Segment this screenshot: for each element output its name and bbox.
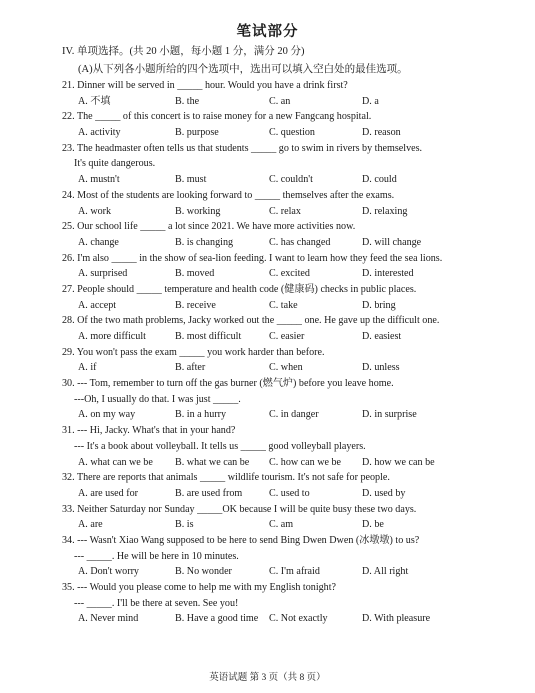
option-d: D. how we can be [362, 456, 435, 468]
option-b: B. Have a good time [175, 613, 259, 625]
option-c: C. when [269, 362, 303, 374]
option-c: C. couldn't [269, 174, 313, 186]
option-c: C. am [269, 519, 294, 531]
option-a: A. surprised [78, 268, 128, 280]
question-stem-continued: ---Oh, I usually do that. I was just _____. [74, 393, 241, 405]
option-row [62, 204, 482, 220]
question-stem-continued: --- _____. I'll be there at seven. See you! [74, 597, 239, 609]
option-a: A. are [78, 519, 103, 531]
option-a: A. what can we be [78, 456, 153, 468]
option-b: B. after [175, 362, 206, 374]
question-stem: 33. Neither Saturday nor Sunday _____OK because I will be quite busy these two days. [62, 503, 417, 515]
page-title: 笔试部分 [236, 24, 299, 40]
option-c: C. I'm afraid [269, 566, 320, 578]
option-b: B. No wonder [175, 566, 232, 578]
option-d: D. bring [362, 299, 396, 311]
option-d: D. used by [362, 487, 406, 499]
question-item [62, 109, 482, 140]
question-stem-continued: --- _____. He will be here in 10 minutes. [74, 550, 239, 562]
option-b: B. receive [175, 299, 216, 311]
question-item [62, 502, 482, 533]
option-row [62, 564, 482, 580]
question-item [62, 376, 482, 423]
option-a: A. work [78, 205, 112, 217]
option-row [62, 94, 482, 110]
question-stem: 30. --- Tom, remember to turn off the gas burner (燃气炉) before you leave home. [62, 378, 394, 390]
option-row [62, 125, 482, 141]
option-b: B. must [175, 174, 207, 186]
option-b: B. are used from [175, 487, 243, 499]
option-row [62, 407, 482, 423]
option-c: C. used to [269, 487, 310, 499]
option-c: C. easier [269, 331, 305, 342]
option-row [62, 611, 482, 627]
option-a: A. more difficult [78, 331, 146, 342]
question-item [62, 78, 482, 109]
option-c: C. question [269, 127, 315, 139]
option-a: A. on my way [78, 409, 136, 421]
option-a: A. mustn't [78, 174, 120, 186]
option-a: A. if [78, 362, 97, 374]
question-item [62, 345, 482, 376]
option-c: C. Not exactly [269, 613, 328, 625]
question-item [62, 580, 482, 627]
option-c: C. how can we be [269, 456, 342, 468]
question-stem: 34. --- Wasn't Xiao Wang supposed to be here to send Bing Dwen Dwen (冰墩墩) to us? [62, 534, 420, 546]
option-d: D. in surprise [362, 409, 417, 421]
option-row [62, 172, 482, 188]
option-row [62, 517, 482, 533]
option-c: C. take [269, 299, 298, 311]
question-item [62, 470, 482, 501]
option-d: D. could [362, 174, 397, 186]
question-item [62, 533, 482, 580]
question-item [62, 313, 482, 344]
section-instruction: (A)从下列各小题所给的四个选项中，选出可以填入空白处的最佳选项。 [78, 64, 408, 75]
option-c: C. an [269, 95, 291, 107]
option-b: B. purpose [175, 127, 219, 139]
option-c: C. relax [269, 205, 301, 217]
question-stem: 35. --- Would you please come to help me with my English tonight? [62, 582, 337, 593]
question-stem: 31. --- Hi, Jacky. What's that in your hand? [62, 425, 236, 437]
option-b: B. moved [175, 268, 215, 280]
question-list [62, 78, 482, 627]
option-b: B. the [175, 95, 200, 107]
option-a: A. are used for [78, 487, 138, 499]
question-stem: 25. Our school life _____ a lot since 2021. We have more activities now. [62, 221, 356, 233]
option-b: B. in a hurry [175, 409, 227, 421]
option-a: A. accept [78, 299, 117, 311]
question-stem: 28. Of the two math problems, Jacky worked out the _____ one. He gave up the difficult one. [62, 315, 440, 327]
option-d: D. a [362, 95, 379, 107]
option-row [62, 329, 482, 345]
option-row [62, 360, 482, 376]
option-c: C. in danger [269, 409, 319, 421]
option-d: D. be [362, 519, 384, 531]
option-d: D. interested [362, 268, 414, 280]
question-item [62, 219, 482, 250]
question-item [62, 423, 482, 470]
section-heading: IV. 单项选择。(共 20 小题，每小题 1 分，满分 20 分) [62, 46, 305, 57]
question-stem-continued: --- It's a book about volleyball. It tells us _____ good volleyball players. [74, 440, 366, 452]
option-a: A. change [78, 236, 119, 248]
option-a: A. Never mind [78, 613, 139, 625]
option-c: C. excited [269, 268, 310, 280]
option-b: B. is changing [175, 236, 234, 248]
option-d: D. unless [362, 362, 400, 374]
question-stem: 21. Dinner will be served in _____ hour. Would you have a drink first? [62, 80, 348, 91]
question-stem: 29. You won't pass the exam _____ you work harder than before. [62, 346, 325, 358]
page-footer: 英语试题 第 3 页（共 8 页） [209, 673, 326, 683]
option-row [62, 298, 482, 314]
question-stem-continued: It's quite dangerous. [74, 158, 156, 170]
option-d: D. will change [362, 236, 422, 248]
option-b: B. most difficult [175, 331, 242, 342]
option-c: C. has changed [269, 236, 331, 248]
option-b: B. working [175, 205, 221, 217]
option-a: A. Don't worry [78, 566, 139, 578]
question-item [62, 188, 482, 219]
option-d: D. All right [362, 566, 409, 578]
question-stem: 24. Most of the students are looking forward to _____ themselves after the exams. [62, 189, 395, 201]
option-row [62, 455, 482, 471]
option-d: D. reason [362, 127, 401, 139]
option-row [62, 235, 482, 251]
question-item [62, 282, 482, 313]
question-stem: 27. People should _____ temperature and health code (健康码) checks in public places. [62, 283, 417, 295]
option-d: D. easiest [362, 331, 402, 342]
question-stem: 26. I'm also _____ in the show of sea-lion feeding. I want to learn how they feed the sea lions. [62, 252, 443, 264]
option-b: B. what we can be [175, 456, 250, 468]
question-stem: 23. The headmaster often tells us that students _____ go to swim in rivers by themselves. [62, 142, 423, 154]
option-row [62, 266, 482, 282]
question-item [62, 141, 482, 188]
option-row [62, 486, 482, 502]
question-stem: 32. There are reports that animals _____ wildlife tourism. It's not safe for people. [62, 472, 390, 484]
option-a: A. 不填 [78, 95, 111, 107]
option-d: D. With pleasure [362, 613, 431, 625]
option-a: A. activity [78, 127, 121, 139]
option-d: D. relaxing [362, 205, 408, 217]
question-stem: 22. The _____ of this concert is to raise money for a new Fangcang hospital. [62, 111, 372, 123]
option-b: B. is [175, 519, 194, 531]
question-item [62, 251, 482, 282]
